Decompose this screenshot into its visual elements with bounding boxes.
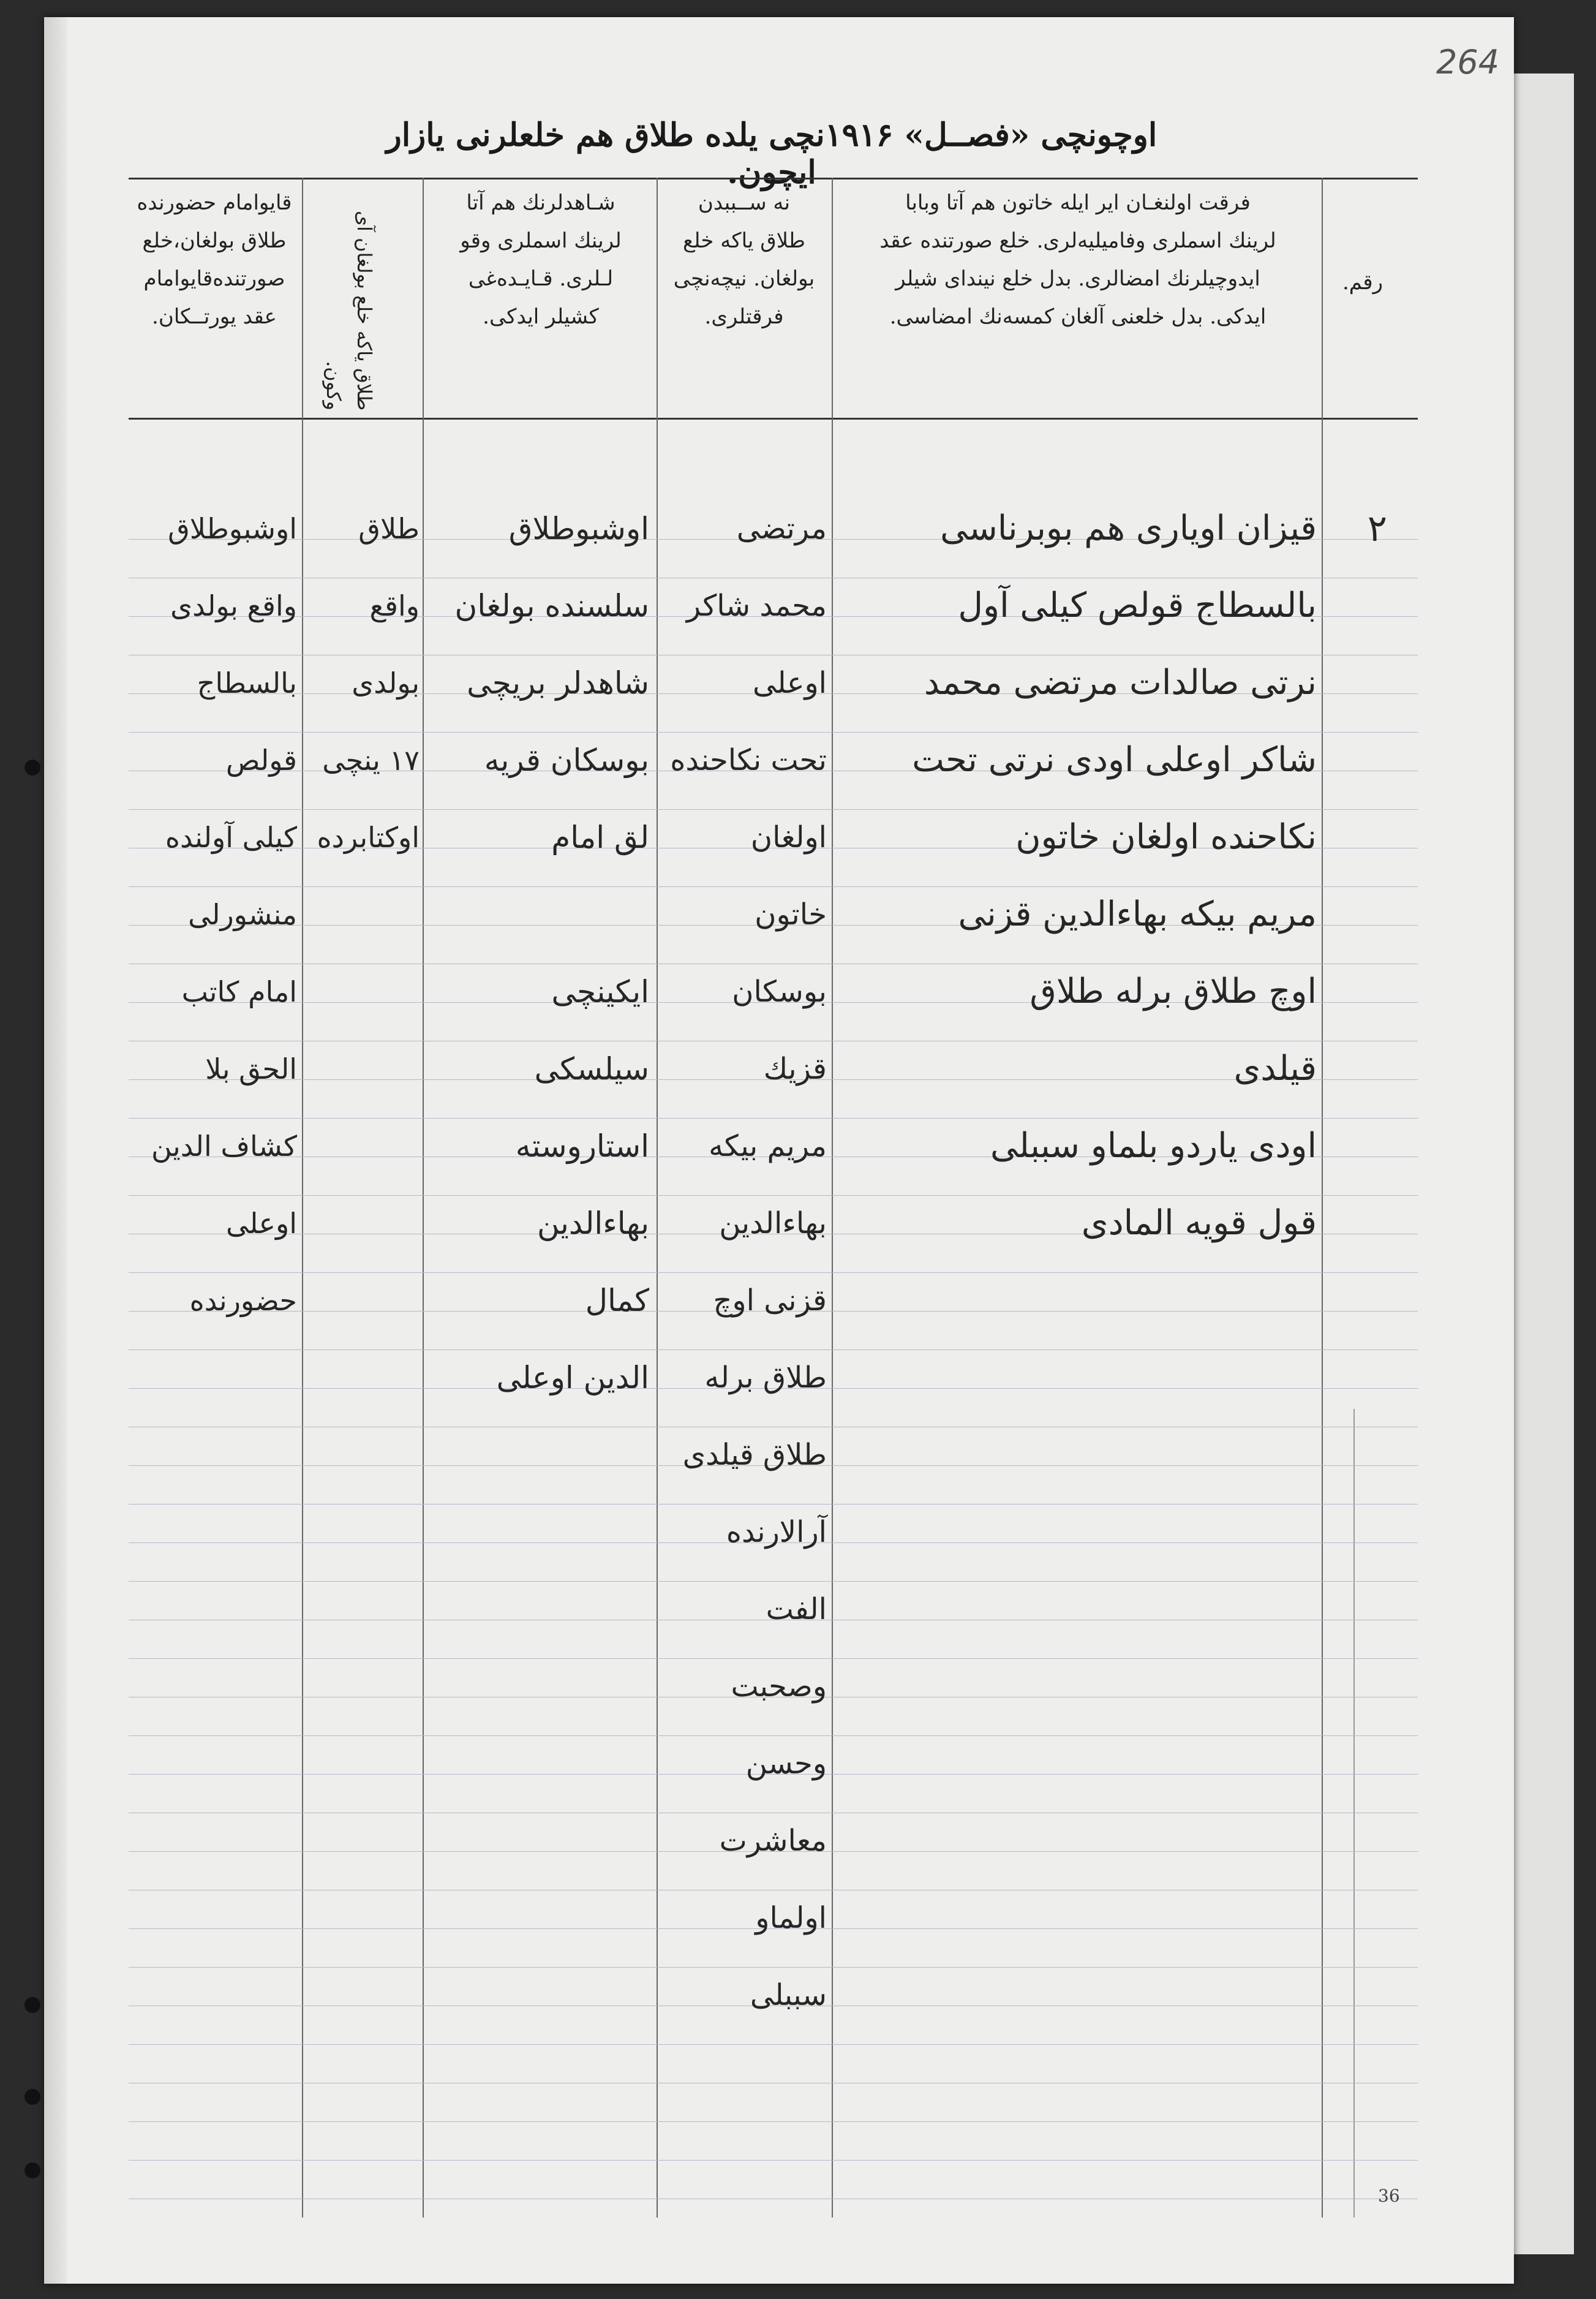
- header-imam: قایوامام حضورنده طلاق بولغان،خلع صورتنده‌قایوامام عقد یورتــکان.: [137, 191, 292, 329]
- header-witnesses: شـاهدلرنك هم آتا لرینك اسملری وقو لـلری. قـایـده‌غی کشیلر ایدکی.: [460, 191, 622, 329]
- page-title: اوچونچی «فصــل» ۱۹۱۶نچی یلده طلاق هم خلعلرنی یازار ایچون.: [386, 116, 1157, 191]
- column-divider: [423, 178, 424, 2218]
- margin-line: [1353, 1409, 1355, 2218]
- ruled-line: [129, 2121, 1418, 2122]
- entry-imam: اوشبوطلاق واقع بولدی بالسطاج قولص کیلی آولنده منشورلی امام کاتب الحق بلا کشاف الدین اوعلی حضورنده: [151, 512, 297, 1317]
- punch-hole: [24, 1997, 40, 2013]
- binding-strip: [44, 17, 67, 2284]
- header-number: رقم.: [1342, 270, 1383, 295]
- underlying-page-edge: [1507, 74, 1574, 2254]
- ruled-line: [129, 2160, 1418, 2161]
- header-bottom-rule: [129, 418, 1418, 420]
- punch-hole: [24, 2089, 40, 2105]
- entry-reason: مرتضی محمد شاکر اوعلی تحت نکاحنده اولغان خاتون بوسکان قزیك مریم بیکه بهاءالدین قزنی اوچ طلاق برله طلاق قیلدی آرالارنده الفت وصحبت وحسن معاشرت اولماو سببلی: [670, 512, 827, 2012]
- header-reason: نه ســببدن طلاق یاکه خلع بولغان. نیچه‌نچی فرقتلری.: [673, 191, 815, 329]
- ruled-line: [129, 2044, 1418, 2045]
- header-top-rule: [129, 178, 1418, 179]
- punch-hole: [24, 760, 40, 776]
- header-parties: فرقت اولنغـان ایر ایله خاتون هم آتا وبابا لرینك اسملری وفامیلیه‌لری. خلع صورتنده عقد ایدوچیلرنك امضالری. بدل خلع نیندای شیلر ایدکی. بدل خلعنی آلغان کمسه‌نك امضاسی.: [879, 191, 1276, 329]
- column-divider: [1322, 178, 1323, 2218]
- column-divider: [657, 178, 658, 2218]
- page-number: 36: [1378, 2186, 1400, 2206]
- column-divider: [832, 178, 833, 2218]
- punch-hole: [24, 2162, 40, 2178]
- entry-parties: قیزان اویاری هم بوبرناسی بالسطاج قولص کیلی آول نرتی صالدات مرتضی محمد شاکر اوعلی اودی نرتی تحت نکاحنده اولغان خاتون مریم بیکه بهاءالدین قزنی اوچ طلاق برله طلاق قیلدی اودی یاردو بلماو سببلی قول قویه المادی: [912, 508, 1317, 1243]
- header-date: طلاق یاکه خلع بولغان آی وکون.: [322, 210, 376, 410]
- entry-date: طلاق واقع بولدی ۱۷ ینچی اوکتابرده: [317, 512, 420, 854]
- entry-witnesses: اوشبوطلاق سلسنده بولغان شاهدلر بریچی بوسکان قریه لق امام ایکینچی سیلسکی استاروسته بهاءالدین کمال الدین اوعلی: [454, 511, 649, 1395]
- entry-number: ۲: [1367, 507, 1387, 550]
- column-divider: [302, 178, 303, 2218]
- folio-number: 264: [1436, 43, 1500, 81]
